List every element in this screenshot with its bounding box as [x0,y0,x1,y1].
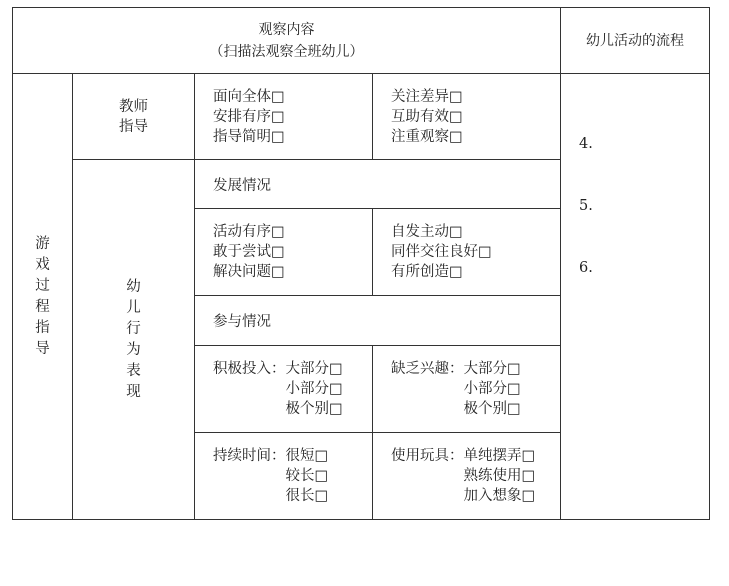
development-title: 发展情况 [195,160,561,209]
header-title: 观察内容 [258,21,315,38]
child-behavior-label: 幼 儿 行 为 表 现 [73,160,195,520]
teacher-guidance-label: 教师 指导 [73,74,195,160]
flow-cell [561,74,710,520]
duration-options: 持续时间： 很短□ 较长□ 很长□ [195,433,373,520]
participation-title: 参与情况 [195,296,561,346]
observation-content-header [13,8,561,74]
teacher-options-right: 关注差异□ 互助有效□ 注重观察□ [373,74,561,160]
development-options-left: 活动有序□ 敢于尝试□ 解决问题□ [195,209,373,296]
flow-item: 6. [579,260,593,276]
development-options-right: 自发主动□ 同伴交往良好□ 有所创造□ [373,209,561,296]
engaged-options: 积极投入： 大部分□ 小部分□ 极个别□ [195,346,373,433]
observation-table [12,7,710,520]
toy-usage-options: 使用玩具： 单纯摆弄□ 熟练使用□ 加入想象□ [373,433,561,520]
flow-item: 4. [579,136,593,152]
header-subtitle: （扫描法观察全班幼儿） [209,43,364,60]
uninterested-options: 缺乏兴趣： 大部分□ 小部分□ 极个别□ [373,346,561,433]
game-guidance-label: 游 戏 过 程 指 导 [13,74,73,520]
flow-item: 5. [579,198,593,214]
flow-header: 幼儿活动的流程 [561,8,710,74]
teacher-options-left: 面向全体□ 安排有序□ 指导简明□ [195,74,373,160]
